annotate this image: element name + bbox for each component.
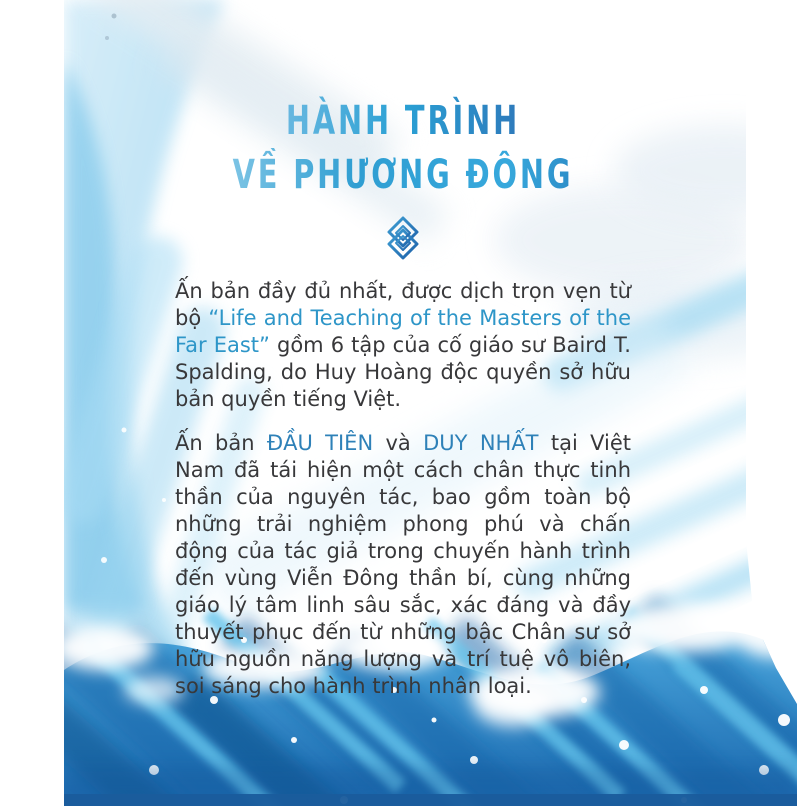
text-segment: Ấn bản đầy đủ nhất, được dịch trọn vẹn từ bộ [175,279,631,330]
text-segment: “Life and Teaching of the Masters of the Far East” [175,306,631,357]
page-title [0,94,806,202]
text-segment: gồm 6 tập của cố giáo sư Baird T. Spalding, do Huy Hoàng độc quyền sở hữu bản quyền tiếng Việt. [175,333,631,411]
text-segment: ĐẦU TIÊN [266,431,374,455]
text-segment: tại Việt Nam đã tái hiện một cách chân thực tinh thần của nguyên tác, bao gồm toàn bộ những trải nghiệm phong phú và chấn động của tác giả trong chuyến hành trình đến vùng Viễn Đông thần bí, cùng những giáo lý tâm linh sâu sắc, xác đáng và đầy thuyết phục đến từ những bậc Chân sư sở hữu nguồn năng lượng và trí tuệ vô biên, soi sáng cho hành trình nhân loại. [175,431,631,698]
text-segment: và [373,431,424,455]
text-segment: Ấn bản [175,431,267,455]
endless-knot-icon [383,212,423,268]
title-line-1: HÀNH TRÌNH [113,94,693,148]
text-segment: DUY NHẤT [423,431,539,455]
title-line-2: VỀ PHƯƠNG ĐÔNG [113,148,693,202]
paragraph-edition-info [175,278,631,413]
paragraph-description [175,430,631,700]
